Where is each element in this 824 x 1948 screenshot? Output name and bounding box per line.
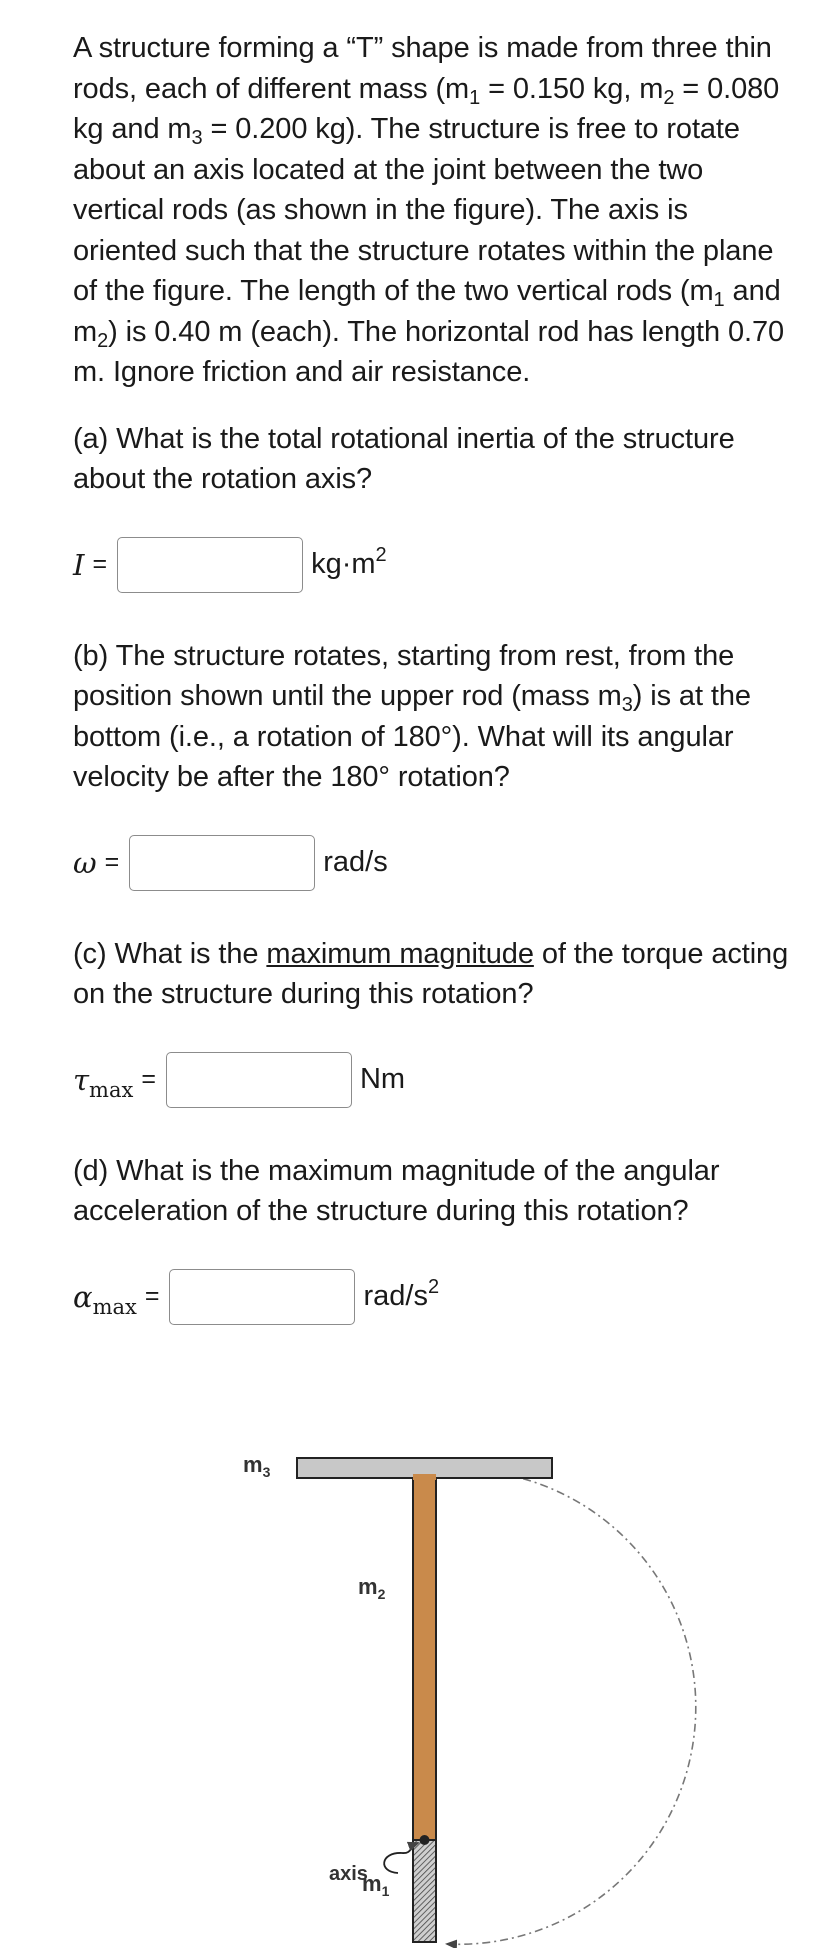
label-m3-text: m — [243, 1452, 263, 1477]
intro-sub-3: 3 — [191, 127, 203, 149]
vertical-rod-m2 — [413, 1478, 436, 1840]
intro-sub-5: 2 — [97, 329, 109, 352]
label-m1 — [362, 1871, 390, 1899]
intro-text-2: = 0.150 kg, m — [480, 72, 664, 105]
label-m1-sub: 1 — [381, 1883, 390, 1899]
question-b-sub: 3 — [621, 694, 633, 716]
equals-sign: = — [92, 550, 108, 578]
vertical-rod-m1 — [413, 1840, 436, 1942]
label-m2-sub: 2 — [377, 1586, 386, 1602]
intro-sub-4: 1 — [713, 289, 725, 311]
unit-label-b: rad/s — [323, 846, 388, 878]
equals-sign: = — [104, 848, 120, 876]
label-m2-text: m — [358, 1574, 378, 1599]
label-m3 — [243, 1452, 271, 1480]
intro-text-3: = 0.080 kg and m — [73, 72, 780, 145]
equals-sign: = — [144, 1282, 160, 1310]
question-c-text-1: (c) What is the — [73, 937, 267, 970]
label-axis: axis — [329, 1863, 368, 1885]
intro-text-4: = 0.200 kg). The structure is free to rotate about an axis located at the joint between the two vertical rods (as shown in the figure). The axis is oriented such that the structure rotates within the plane of the figure. The length of the two vertical rods (m — [73, 113, 774, 307]
intro-sub-1: 1 — [469, 86, 481, 109]
question-c-emphasis: maximum magnitude — [266, 937, 534, 970]
question-b-text-1: (b) The structure rotates, starting from rest, from the position shown until the upper rod (mass m — [73, 639, 735, 712]
variable-inertia: I — [73, 547, 85, 582]
question-a: (a) What is the total rotational inertia of the structure about the rotation axis? — [73, 422, 735, 495]
unit-label-c: Nm — [359, 1063, 406, 1095]
intro-text-6: ) is 0.40 m (each). The horizontal rod has length 0.70 m. Ignore friction and air resistance. — [73, 315, 785, 388]
unit-base-a: kg·m — [311, 548, 376, 580]
unit-sup-a: 2 — [375, 544, 387, 566]
question-d: (d) What is the maximum magnitude of the angular acceleration of the structure during this rotation? — [73, 1154, 720, 1227]
equals-sign: = — [141, 1065, 156, 1093]
rotation-arc — [447, 1470, 696, 1944]
label-m2 — [358, 1574, 386, 1602]
unit-base-d: rad/s — [363, 1280, 428, 1312]
axis-pivot — [420, 1835, 430, 1845]
variable-tau-sub: max — [89, 1077, 134, 1102]
variable-alpha-sub: max — [92, 1294, 137, 1319]
intro-text-1: A structure forming a “T” shape is made from three thin rods, each of different mass (m — [73, 32, 772, 105]
rod-joint-top — [413, 1474, 436, 1480]
intro-sub-2: 2 — [663, 86, 675, 109]
label-m3-sub: 3 — [262, 1464, 271, 1480]
variable-tau: τ — [73, 1062, 90, 1097]
intro-text-5: and m — [73, 275, 781, 348]
variable-alpha: α — [73, 1279, 93, 1314]
label-m1-text: m — [362, 1871, 382, 1896]
question-b-text-2: ) is at the bottom (i.e., a rotation of 180°). What will its angular velocity be after the 180° rotation? — [73, 680, 751, 793]
question-c-text-2: of the torque acting on the structure during this rotation? — [73, 937, 789, 1010]
variable-omega: ω — [73, 845, 97, 880]
unit-sup-d: 2 — [427, 1276, 440, 1298]
